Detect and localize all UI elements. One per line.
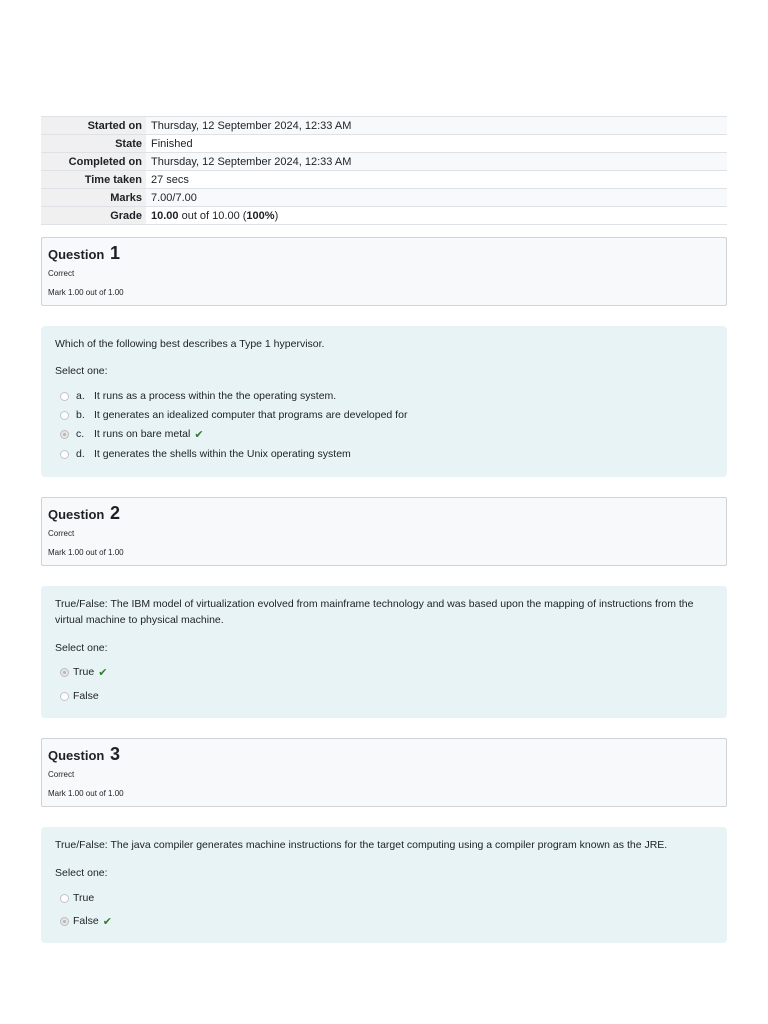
summary-value: 27 secs	[146, 171, 727, 189]
summary-value: Finished	[146, 135, 727, 153]
summary-row-time-taken	[41, 171, 727, 189]
correct-check-icon: ✔	[98, 666, 108, 679]
answer-option-d[interactable]	[60, 447, 351, 461]
answer-letter: a.	[76, 390, 85, 402]
question-mark: Mark 1.00 out of 1.00	[48, 288, 124, 297]
answer-letter: d.	[76, 448, 85, 460]
question-label: Question	[48, 748, 105, 763]
radio-button[interactable]	[60, 450, 69, 459]
summary-label: Started on	[41, 117, 146, 135]
question-num: 3	[109, 744, 120, 764]
question-state: Correct	[48, 269, 75, 278]
answer-option-a[interactable]	[60, 389, 336, 403]
radio-button-selected[interactable]	[60, 917, 69, 926]
answer-text: True	[73, 892, 95, 904]
summary-row-marks	[41, 189, 727, 207]
question-num: 1	[109, 243, 120, 263]
answer-text: It generates an idealized computer that programs are developed for	[94, 409, 408, 421]
question-1-content	[41, 326, 727, 477]
question-3-content	[41, 827, 727, 943]
answer-option-true[interactable]	[60, 891, 94, 905]
radio-button[interactable]	[60, 392, 69, 401]
question-2-info	[41, 497, 727, 566]
question-3-info	[41, 738, 727, 807]
question-state: Correct	[48, 529, 75, 538]
radio-button[interactable]	[60, 894, 69, 903]
answer-letter: c.	[76, 428, 85, 440]
summary-label: State	[41, 135, 146, 153]
question-number	[48, 243, 120, 264]
grade-close-paren: )	[274, 209, 279, 222]
radio-button[interactable]	[60, 692, 69, 701]
question-mark: Mark 1.00 out of 1.00	[48, 548, 124, 557]
question-number	[48, 503, 120, 524]
summary-label: Marks	[41, 189, 146, 207]
question-text: True/False: The IBM model of virtualization evolved from mainframe technology and was based upon the mapping of instructions from the virtual machine to physical machine.	[55, 598, 694, 626]
answer-text: False	[73, 690, 99, 702]
question-number	[48, 744, 120, 765]
question-num: 2	[109, 503, 120, 523]
summary-label: Completed on	[41, 153, 146, 171]
answer-text: It runs on bare metal	[94, 428, 191, 440]
grade-score: 10.00	[151, 209, 179, 222]
correct-check-icon: ✔	[194, 428, 204, 441]
question-state: Correct	[48, 770, 75, 779]
question-text: Which of the following best describes a Type 1 hypervisor.	[55, 338, 325, 350]
correct-check-icon: ✔	[102, 915, 112, 928]
radio-button[interactable]	[60, 411, 69, 420]
summary-row-state	[41, 135, 727, 153]
answer-text: True	[73, 666, 95, 678]
summary-label: Grade	[41, 207, 146, 225]
select-one-prompt: Select one:	[55, 642, 108, 654]
summary-label: Time taken	[41, 171, 146, 189]
radio-button-selected[interactable]	[60, 430, 69, 439]
question-2-content	[41, 586, 727, 718]
answer-option-b[interactable]	[60, 408, 407, 422]
answer-option-true[interactable]	[60, 665, 107, 679]
summary-value: Thursday, 12 September 2024, 12:33 AM	[146, 153, 727, 171]
summary-row-started	[41, 117, 727, 135]
question-mark: Mark 1.00 out of 1.00	[48, 789, 124, 798]
radio-button-selected[interactable]	[60, 668, 69, 677]
answer-text: False	[73, 915, 99, 927]
question-1-info	[41, 237, 727, 306]
answer-text: It generates the shells within the Unix operating system	[94, 448, 351, 460]
answer-letter: b.	[76, 409, 85, 421]
grade-out-of: out of 10.00 (	[178, 209, 247, 222]
summary-row-completed	[41, 153, 727, 171]
question-label: Question	[48, 507, 105, 522]
answer-text: It runs as a process within the the operating system.	[94, 390, 337, 402]
question-text: True/False: The java compiler generates machine instructions for the target computing using a compiler program known as the JRE.	[55, 839, 668, 851]
answer-option-false[interactable]	[60, 914, 112, 928]
summary-value: 7.00/7.00	[146, 189, 727, 207]
summary-value	[146, 207, 727, 225]
question-label: Question	[48, 247, 105, 262]
select-one-prompt: Select one:	[55, 365, 108, 377]
attempt-summary-table	[41, 116, 727, 225]
select-one-prompt: Select one:	[55, 867, 108, 879]
summary-value: Thursday, 12 September 2024, 12:33 AM	[146, 117, 727, 135]
answer-option-c[interactable]	[60, 427, 204, 441]
grade-percent: 100%	[246, 209, 275, 222]
answer-option-false[interactable]	[60, 689, 99, 703]
summary-row-grade	[41, 207, 727, 225]
